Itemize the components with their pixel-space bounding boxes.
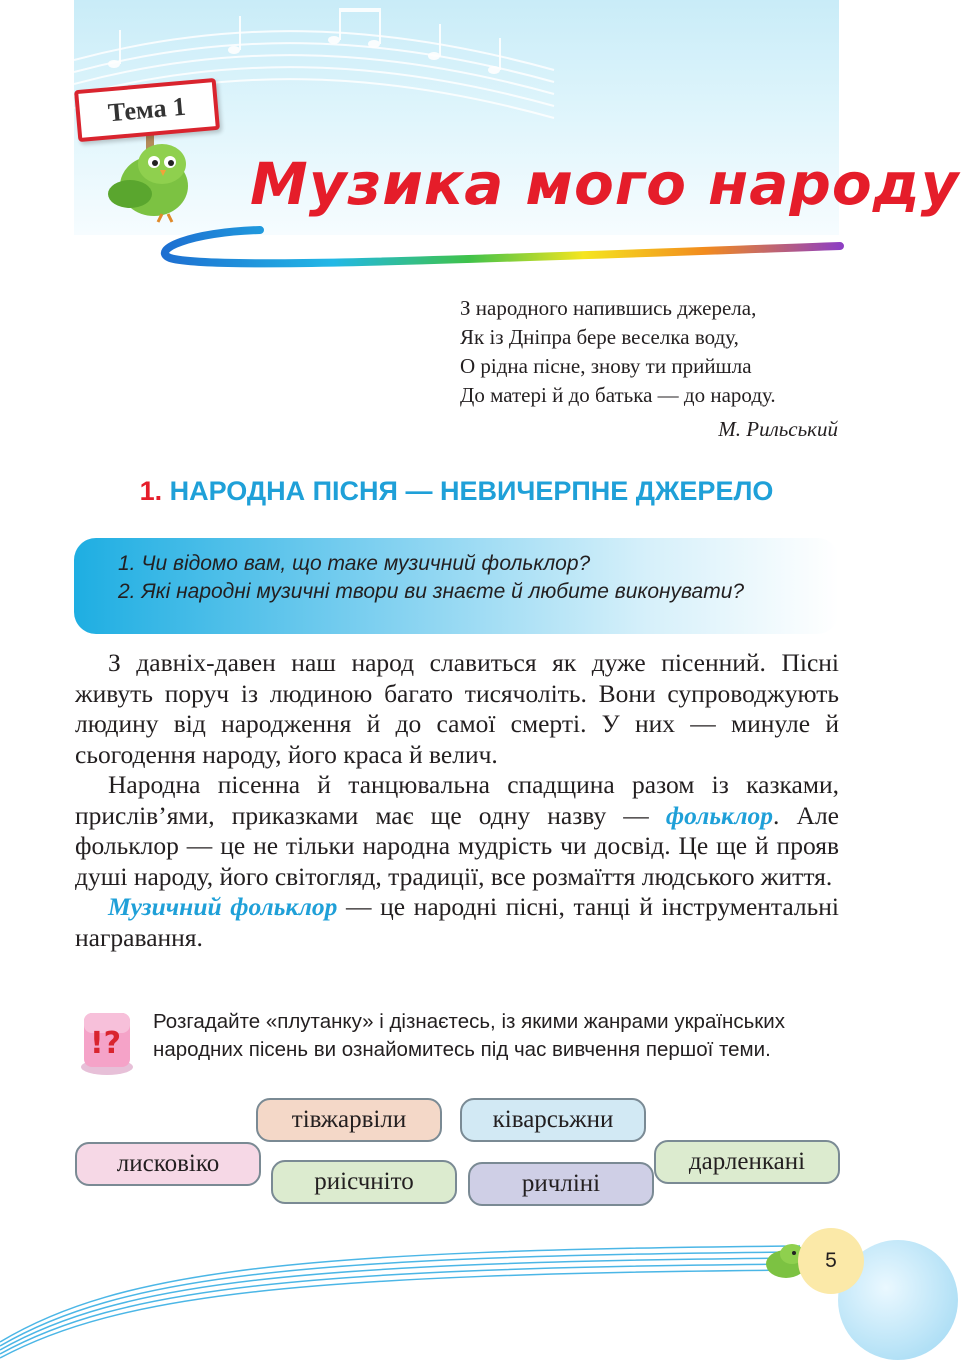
paragraph-text: З давніх-давен наш народ славиться як дуже пісенний. Пісні живуть поруч із людиною багато тисячоліть. Вони супроводжують людину від народження й до самої смерті. У них — минуле й сьогодення народу, його краса й велич.: [75, 648, 839, 769]
scrambled-word: лисковіко: [75, 1142, 261, 1186]
section-heading: [74, 476, 839, 507]
rainbow-ribbon: [150, 200, 850, 280]
section-title-text: НАРОДНА ПІСНЯ — НЕВИЧЕРПНЕ ДЖЕРЕЛО: [169, 476, 774, 506]
question-item: 1. Чи відомо вам, що таке музичний фольклор?: [118, 552, 591, 575]
epigraph-line: Як із Дніпра бере веселка воду,: [460, 325, 739, 349]
body-text: [75, 648, 839, 953]
paragraph: [75, 648, 839, 770]
epigraph-line: О рідна пісне, знову ти прийшла: [460, 354, 752, 378]
theme-label: Тема 1: [106, 91, 188, 128]
epigraph: [460, 294, 840, 444]
epigraph-line: До матері й до батька — до народу.: [460, 383, 776, 407]
epigraph-author: М. Рильський: [718, 417, 838, 441]
page-title: Музика мого народу: [250, 150, 960, 218]
scrambled-word: тівжарвіли: [256, 1098, 442, 1142]
paragraph-text: Народна пісенна й танцювальна спадщина разом із казками, прислів’ями, приказками має ще одну назву —: [75, 770, 839, 830]
paragraph: [75, 892, 839, 953]
paragraph-text: . Але фольклор — це не тільки народна мудрість чи досвід. Це ще й прояв душі народу, його світогляд, традиції, все розмаїття людського життя.: [75, 800, 839, 891]
puzzle-question-icon: [76, 1005, 138, 1077]
task-text: Розгадайте «плутанку» і дізнаєтесь, із якими жанрами українських народних пісень ви ознайомитесь під час вивчення першої теми.: [153, 1010, 785, 1061]
section-number: 1.: [139, 476, 163, 506]
questions-box: [74, 538, 839, 634]
term-highlight: фольклор: [665, 800, 774, 830]
paragraph: [75, 770, 839, 892]
paragraph-text: — це народні пісні, танці й інструментальні награвання.: [75, 892, 839, 952]
scrambled-word: риісчніто: [271, 1160, 457, 1204]
svg-text:!?: !?: [90, 1026, 122, 1061]
scrambled-word: дарленкані: [654, 1140, 840, 1184]
page-number: 5: [798, 1228, 864, 1294]
scrambled-word: ричліні: [468, 1162, 654, 1206]
epigraph-line: З народного напившись джерела,: [460, 296, 757, 320]
scrambled-word: ківарсьжни: [460, 1098, 646, 1142]
term-highlight: Музичний фольклор: [108, 892, 338, 921]
question-item: 2. Які народні музичні твори ви знаєте й любите виконувати?: [118, 580, 745, 603]
